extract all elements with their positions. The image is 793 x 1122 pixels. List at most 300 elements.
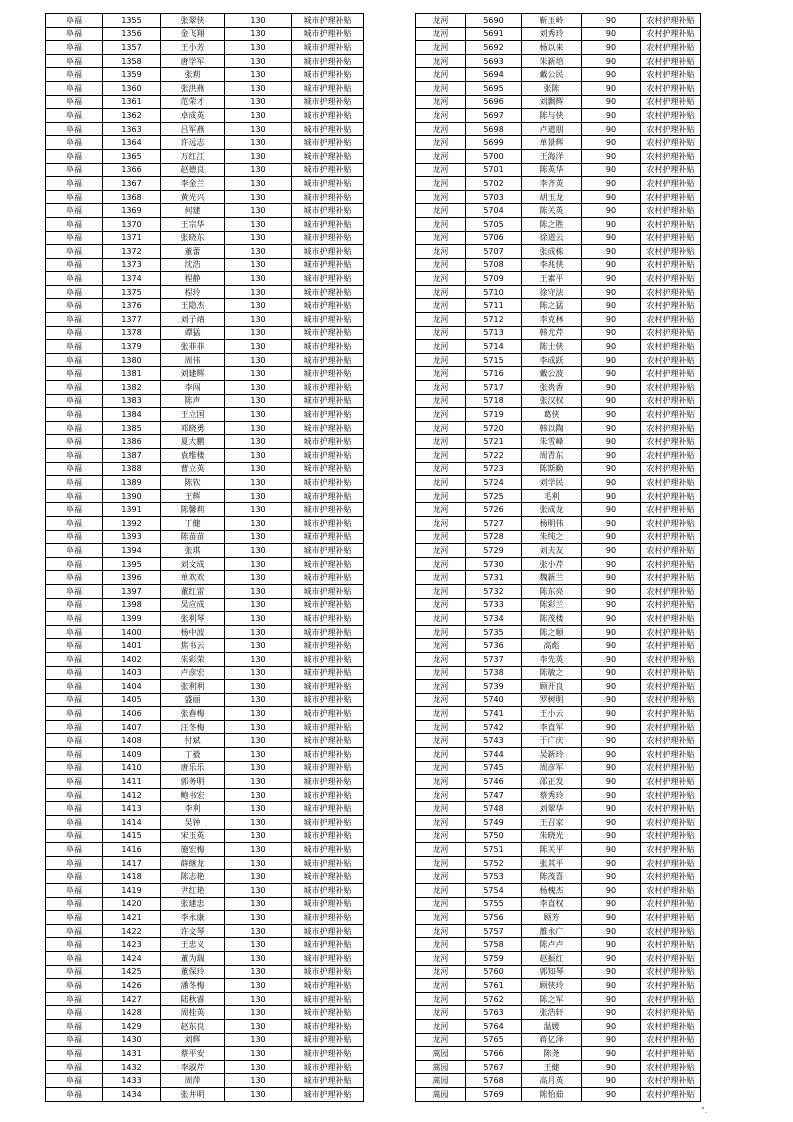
serial-cell: 1366 <box>103 163 161 177</box>
subsidy-type-cell: 农村护理补贴 <box>641 680 701 694</box>
serial-cell: 1363 <box>103 122 161 136</box>
amount-cell: 130 <box>225 775 292 789</box>
serial-cell: 5734 <box>466 612 522 626</box>
table-row <box>416 693 701 707</box>
subsidy-type-cell: 农村护理补贴 <box>641 625 701 639</box>
town-cell: 龙河 <box>416 884 466 898</box>
table-row <box>416 81 701 95</box>
serial-cell: 5731 <box>466 571 522 585</box>
amount-cell: 130 <box>225 843 292 857</box>
town-cell: 阜福 <box>46 544 103 558</box>
town-cell: 阜福 <box>46 911 103 925</box>
subsidy-type-cell: 农村护理补贴 <box>641 761 701 775</box>
subsidy-type-cell: 农村护理补贴 <box>641 122 701 136</box>
subsidy-type-cell: 城市护理补贴 <box>292 109 364 123</box>
table-row <box>46 245 364 259</box>
serial-cell: 5741 <box>466 707 522 721</box>
name-cell: 王忠义 <box>161 938 225 952</box>
table-row <box>416 707 701 721</box>
subsidy-type-cell: 城市护理补贴 <box>292 734 364 748</box>
serial-cell: 1418 <box>103 870 161 884</box>
name-cell: 周青东 <box>522 449 582 463</box>
amount-cell: 130 <box>225 884 292 898</box>
name-cell: 王辉 <box>161 489 225 503</box>
amount-cell: 90 <box>582 571 641 585</box>
table-row <box>46 530 364 544</box>
subsidy-type-cell: 农村护理补贴 <box>641 177 701 191</box>
table-row <box>416 258 701 272</box>
amount-cell: 130 <box>225 231 292 245</box>
subsidy-type-cell: 农村护理补贴 <box>641 299 701 313</box>
name-cell: 张翠侠 <box>161 14 225 28</box>
table-row <box>416 938 701 952</box>
town-cell: 龙河 <box>416 802 466 816</box>
subsidy-type-cell: 城市护理补贴 <box>292 924 364 938</box>
table-row <box>416 897 701 911</box>
table-row <box>416 1087 701 1101</box>
amount-cell: 90 <box>582 557 641 571</box>
name-cell: 范荣才 <box>161 95 225 109</box>
town-cell: 龙河 <box>416 367 466 381</box>
town-cell: 阜福 <box>46 707 103 721</box>
town-cell: 阜福 <box>46 326 103 340</box>
subsidy-type-cell: 城市护理补贴 <box>292 843 364 857</box>
subsidy-type-cell: 城市护理补贴 <box>292 666 364 680</box>
subsidy-type-cell: 城市护理补贴 <box>292 720 364 734</box>
name-cell: 李直权 <box>522 897 582 911</box>
town-cell: 阜福 <box>46 449 103 463</box>
table-row <box>416 449 701 463</box>
table-row <box>416 584 701 598</box>
town-cell: 阜福 <box>46 1006 103 1020</box>
amount-cell: 90 <box>582 856 641 870</box>
serial-cell: 5743 <box>466 734 522 748</box>
amount-cell: 130 <box>225 571 292 585</box>
town-cell: 阜福 <box>46 965 103 979</box>
subsidy-type-cell: 城市护理补贴 <box>292 625 364 639</box>
town-cell: 阜福 <box>46 204 103 218</box>
table-row <box>46 1006 364 1020</box>
table-row <box>416 829 701 843</box>
serial-cell: 5738 <box>466 666 522 680</box>
name-cell: 张利利 <box>161 680 225 694</box>
amount-cell: 90 <box>582 217 641 231</box>
name-cell: 张利琴 <box>161 612 225 626</box>
amount-cell: 130 <box>225 1006 292 1020</box>
amount-cell: 130 <box>225 299 292 313</box>
serial-cell: 1368 <box>103 190 161 204</box>
subsidy-type-cell: 城市护理补贴 <box>292 951 364 965</box>
table-row <box>416 462 701 476</box>
name-cell: 许远志 <box>161 136 225 150</box>
town-cell: 阜福 <box>46 435 103 449</box>
serial-cell: 1386 <box>103 435 161 449</box>
table-row <box>416 571 701 585</box>
name-cell: 韩尤芹 <box>522 326 582 340</box>
serial-cell: 5690 <box>466 14 522 28</box>
table-row <box>46 326 364 340</box>
table-row <box>46 951 364 965</box>
subsidy-type-cell: 城市护理补贴 <box>292 285 364 299</box>
town-cell: 龙河 <box>416 992 466 1006</box>
table-row <box>46 163 364 177</box>
name-cell: 董为瑞 <box>161 951 225 965</box>
town-cell: 阜福 <box>46 992 103 1006</box>
serial-cell: 5698 <box>466 122 522 136</box>
serial-cell: 1426 <box>103 979 161 993</box>
serial-cell: 1357 <box>103 41 161 55</box>
amount-cell: 90 <box>582 95 641 109</box>
serial-cell: 5746 <box>466 775 522 789</box>
subsidy-type-cell: 农村护理补贴 <box>641 245 701 259</box>
town-cell: 龙河 <box>416 258 466 272</box>
serial-cell: 1429 <box>103 1019 161 1033</box>
town-cell: 阜福 <box>46 381 103 395</box>
subsidy-type-cell: 农村护理补贴 <box>641 367 701 381</box>
name-cell: 丁健 <box>161 516 225 530</box>
serial-cell: 5748 <box>466 802 522 816</box>
subsidy-type-cell: 城市护理补贴 <box>292 761 364 775</box>
serial-cell: 1430 <box>103 1033 161 1047</box>
name-cell: 戴公波 <box>522 367 582 381</box>
serial-cell: 1369 <box>103 204 161 218</box>
serial-cell: 5762 <box>466 992 522 1006</box>
table-row <box>46 938 364 952</box>
town-cell: 阜福 <box>46 788 103 802</box>
amount-cell: 90 <box>582 1074 641 1088</box>
town-cell: 阜福 <box>46 924 103 938</box>
subsidy-type-cell: 农村护理补贴 <box>641 1006 701 1020</box>
name-cell: 单景辉 <box>522 136 582 150</box>
table-row <box>46 449 364 463</box>
amount-cell: 90 <box>582 761 641 775</box>
town-cell: 龙河 <box>416 1006 466 1020</box>
serial-cell: 1370 <box>103 217 161 231</box>
table-row <box>46 911 364 925</box>
subsidy-type-cell: 农村护理补贴 <box>641 163 701 177</box>
serial-cell: 5702 <box>466 177 522 191</box>
table-row <box>416 204 701 218</box>
name-cell: 何建 <box>161 204 225 218</box>
name-cell: 李闯 <box>161 381 225 395</box>
subsidy-type-cell: 城市护理补贴 <box>292 1019 364 1033</box>
name-cell: 刘翠华 <box>522 802 582 816</box>
name-cell: 王宗华 <box>161 217 225 231</box>
subsidy-type-cell: 城市护理补贴 <box>292 489 364 503</box>
serial-cell: 1431 <box>103 1047 161 1061</box>
name-cell: 陈之军 <box>522 992 582 1006</box>
table-row <box>46 829 364 843</box>
table-row <box>416 421 701 435</box>
amount-cell: 90 <box>582 14 641 28</box>
town-cell: 阜福 <box>46 245 103 259</box>
name-cell: 陈茂喜 <box>522 870 582 884</box>
serial-cell: 5730 <box>466 557 522 571</box>
town-cell: 阜福 <box>46 748 103 762</box>
subsidy-type-cell: 农村护理补贴 <box>641 149 701 163</box>
subsidy-type-cell: 农村护理补贴 <box>641 258 701 272</box>
serial-cell: 5744 <box>466 748 522 762</box>
subsidy-type-cell: 城市护理补贴 <box>292 652 364 666</box>
amount-cell: 130 <box>225 245 292 259</box>
subsidy-type-cell: 城市护理补贴 <box>292 245 364 259</box>
subsidy-type-cell: 农村护理补贴 <box>641 897 701 911</box>
table-row <box>46 693 364 707</box>
amount-cell: 90 <box>582 530 641 544</box>
amount-cell: 130 <box>225 476 292 490</box>
subsidy-type-cell: 城市护理补贴 <box>292 204 364 218</box>
name-cell: 汪冬梅 <box>161 720 225 734</box>
serial-cell: 5691 <box>466 27 522 41</box>
serial-cell: 1375 <box>103 285 161 299</box>
subsidy-type-cell: 农村护理补贴 <box>641 598 701 612</box>
subsidy-type-cell: 农村护理补贴 <box>641 612 701 626</box>
subsidy-type-cell: 农村护理补贴 <box>641 1074 701 1088</box>
name-cell: 李金兰 <box>161 177 225 191</box>
amount-cell: 90 <box>582 421 641 435</box>
table-row <box>416 911 701 925</box>
name-cell: 雒永广 <box>522 924 582 938</box>
name-cell: 张菲菲 <box>161 340 225 354</box>
town-cell: 龙河 <box>416 285 466 299</box>
town-cell: 阜福 <box>46 489 103 503</box>
serial-cell: 1396 <box>103 571 161 585</box>
table-row <box>46 1033 364 1047</box>
subsidy-type-cell: 农村护理补贴 <box>641 911 701 925</box>
name-cell: 王召家 <box>522 816 582 830</box>
town-cell: 龙河 <box>416 340 466 354</box>
name-cell: 焦书云 <box>161 639 225 653</box>
serial-cell: 5729 <box>466 544 522 558</box>
table-row <box>416 856 701 870</box>
serial-cell: 5757 <box>466 924 522 938</box>
serial-cell: 1409 <box>103 748 161 762</box>
amount-cell: 90 <box>582 381 641 395</box>
name-cell: 朱新培 <box>522 54 582 68</box>
name-cell: 程静 <box>161 272 225 286</box>
name-cell: 李利 <box>161 802 225 816</box>
amount-cell: 130 <box>225 924 292 938</box>
serial-cell: 5761 <box>466 979 522 993</box>
amount-cell: 90 <box>582 54 641 68</box>
town-cell: 龙河 <box>416 639 466 653</box>
table-row <box>416 313 701 327</box>
subsidy-type-cell: 农村护理补贴 <box>641 81 701 95</box>
table-row <box>46 462 364 476</box>
serial-cell: 1398 <box>103 598 161 612</box>
subsidy-type-cell: 城市护理补贴 <box>292 435 364 449</box>
serial-cell: 5717 <box>466 381 522 395</box>
amount-cell: 90 <box>582 1019 641 1033</box>
serial-cell: 5725 <box>466 489 522 503</box>
subsidy-type-cell: 城市护理补贴 <box>292 612 364 626</box>
serial-cell: 5700 <box>466 149 522 163</box>
town-cell: 龙河 <box>416 462 466 476</box>
name-cell: 刘建辉 <box>161 367 225 381</box>
town-cell: 阜福 <box>46 516 103 530</box>
town-cell: 阜福 <box>46 367 103 381</box>
table-row <box>416 516 701 530</box>
name-cell: 王隐杰 <box>161 299 225 313</box>
name-cell: 毛利 <box>522 489 582 503</box>
name-cell: 蔡平安 <box>161 1047 225 1061</box>
name-cell: 陈彩兰 <box>522 598 582 612</box>
amount-cell: 130 <box>225 489 292 503</box>
table-row <box>46 340 364 354</box>
name-cell: 袁维楼 <box>161 449 225 463</box>
name-cell: 薛继龙 <box>161 856 225 870</box>
subsidy-type-cell: 农村护理补贴 <box>641 54 701 68</box>
town-cell: 龙河 <box>416 231 466 245</box>
table-row <box>46 503 364 517</box>
table-row <box>46 1047 364 1061</box>
subsidy-type-cell: 城市护理补贴 <box>292 1074 364 1088</box>
amount-cell: 130 <box>225 720 292 734</box>
table-row <box>416 367 701 381</box>
amount-cell: 130 <box>225 449 292 463</box>
town-cell: 龙河 <box>416 911 466 925</box>
town-cell: 阜福 <box>46 598 103 612</box>
town-cell: 龙河 <box>416 720 466 734</box>
name-cell: 陈东亮 <box>522 584 582 598</box>
subsidy-type-cell: 农村护理补贴 <box>641 720 701 734</box>
town-cell: 阜福 <box>46 680 103 694</box>
serial-cell: 1383 <box>103 394 161 408</box>
town-cell: 龙河 <box>416 516 466 530</box>
serial-cell: 5745 <box>466 761 522 775</box>
town-cell: 阜福 <box>46 761 103 775</box>
amount-cell: 90 <box>582 136 641 150</box>
amount-cell: 130 <box>225 81 292 95</box>
subsidy-type-cell: 农村护理补贴 <box>641 884 701 898</box>
name-cell: 刘子靖 <box>161 313 225 327</box>
name-cell: 郭知琴 <box>522 965 582 979</box>
name-cell: 蒋亿泽 <box>522 1033 582 1047</box>
amount-cell: 130 <box>225 149 292 163</box>
subsidy-type-cell: 农村护理补贴 <box>641 979 701 993</box>
town-cell: 龙河 <box>416 693 466 707</box>
subsidy-type-cell: 农村护理补贴 <box>641 843 701 857</box>
name-cell: 金飞翔 <box>161 27 225 41</box>
subsidy-type-cell: 城市护理补贴 <box>292 81 364 95</box>
table-row <box>416 217 701 231</box>
amount-cell: 130 <box>225 1074 292 1088</box>
table-row <box>416 979 701 993</box>
town-cell: 龙河 <box>416 177 466 191</box>
table-row <box>416 41 701 55</box>
name-cell: 陈志艳 <box>161 870 225 884</box>
amount-cell: 90 <box>582 1006 641 1020</box>
town-cell: 龙河 <box>416 816 466 830</box>
subsidy-type-cell: 城市护理补贴 <box>292 136 364 150</box>
amount-cell: 130 <box>225 856 292 870</box>
name-cell: 刘辉 <box>161 1033 225 1047</box>
amount-cell: 130 <box>225 666 292 680</box>
serial-cell: 5709 <box>466 272 522 286</box>
name-cell: 于广庆 <box>522 734 582 748</box>
serial-cell: 1412 <box>103 788 161 802</box>
table-row <box>416 285 701 299</box>
town-cell: 阜福 <box>46 1060 103 1074</box>
subsidy-type-cell: 农村护理补贴 <box>641 856 701 870</box>
subsidy-type-cell: 农村护理补贴 <box>641 516 701 530</box>
table-row <box>46 707 364 721</box>
town-cell: 阜福 <box>46 27 103 41</box>
amount-cell: 130 <box>225 625 292 639</box>
town-cell: 龙河 <box>416 924 466 938</box>
subsidy-type-cell: 城市护理补贴 <box>292 217 364 231</box>
name-cell: 陈之猛 <box>522 299 582 313</box>
town-cell: 阜福 <box>46 884 103 898</box>
name-cell: 刘夫友 <box>522 544 582 558</box>
subsidy-type-cell: 城市护理补贴 <box>292 476 364 490</box>
town-cell: 龙河 <box>416 149 466 163</box>
table-row <box>416 503 701 517</box>
amount-cell: 130 <box>225 313 292 327</box>
serial-cell: 1413 <box>103 802 161 816</box>
name-cell: 吴钟 <box>161 816 225 830</box>
name-cell: 高彪 <box>522 639 582 653</box>
serial-cell: 5726 <box>466 503 522 517</box>
serial-cell: 1367 <box>103 177 161 191</box>
amount-cell: 130 <box>225 258 292 272</box>
town-cell: 龙河 <box>416 584 466 598</box>
town-cell: 阜福 <box>46 829 103 843</box>
subsidy-type-cell: 农村护理补贴 <box>641 394 701 408</box>
town-cell: 龙河 <box>416 530 466 544</box>
table-row <box>416 68 701 82</box>
subsidy-type-cell: 农村护理补贴 <box>641 951 701 965</box>
amount-cell: 130 <box>225 503 292 517</box>
serial-cell: 5714 <box>466 340 522 354</box>
town-cell: 阜福 <box>46 720 103 734</box>
name-cell: 陆秋睿 <box>161 992 225 1006</box>
name-cell: 夏大鹏 <box>161 435 225 449</box>
serial-cell: 5722 <box>466 449 522 463</box>
table-row <box>46 924 364 938</box>
table-row <box>416 299 701 313</box>
amount-cell: 90 <box>582 639 641 653</box>
table-row <box>416 476 701 490</box>
amount-cell: 130 <box>225 829 292 843</box>
table-row <box>416 870 701 884</box>
name-cell: 李克林 <box>522 313 582 327</box>
table-row <box>46 14 364 28</box>
serial-cell: 1381 <box>103 367 161 381</box>
amount-cell: 90 <box>582 462 641 476</box>
subsidy-type-cell: 农村护理补贴 <box>641 408 701 422</box>
amount-cell: 130 <box>225 870 292 884</box>
table-row <box>416 612 701 626</box>
amount-cell: 90 <box>582 313 641 327</box>
table-row <box>46 748 364 762</box>
town-cell: 阜福 <box>46 81 103 95</box>
serial-cell: 1361 <box>103 95 161 109</box>
table-row <box>416 965 701 979</box>
table-row <box>416 557 701 571</box>
name-cell: 张其平 <box>522 856 582 870</box>
name-cell: 葛侠 <box>522 408 582 422</box>
amount-cell: 130 <box>225 693 292 707</box>
town-cell: 龙河 <box>416 965 466 979</box>
subsidy-type-cell: 农村护理补贴 <box>641 816 701 830</box>
amount-cell: 130 <box>225 992 292 1006</box>
subsidy-type-cell: 农村护理补贴 <box>641 190 701 204</box>
table-row <box>416 149 701 163</box>
table-row <box>46 1074 364 1088</box>
amount-cell: 90 <box>582 707 641 721</box>
name-cell: 朱彩荣 <box>161 652 225 666</box>
